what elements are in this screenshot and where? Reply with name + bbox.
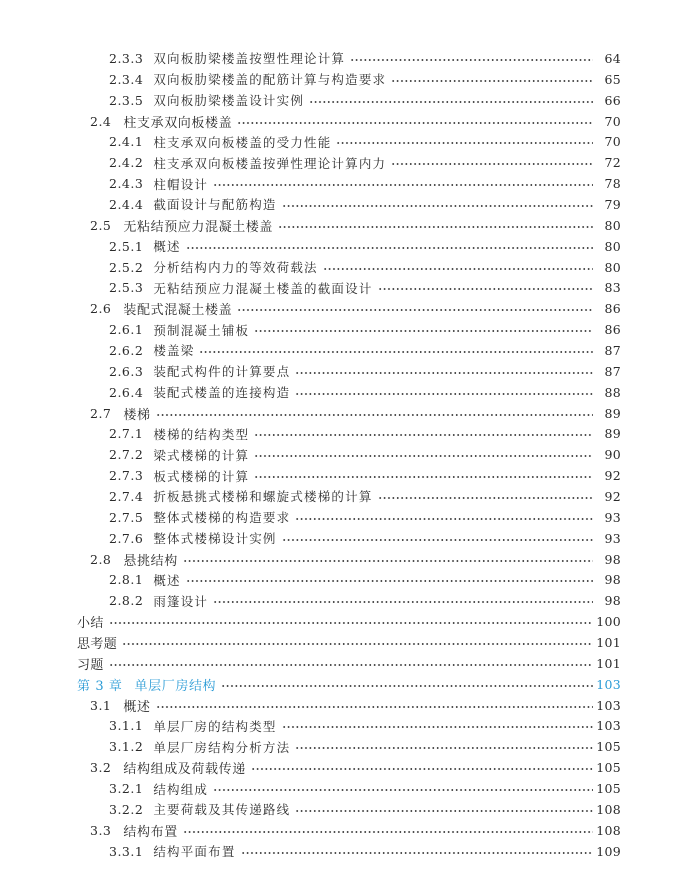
toc-entry-number: 2.8.1 <box>109 572 144 588</box>
dot-leader <box>295 747 593 749</box>
dot-leader <box>309 101 593 103</box>
dot-leader <box>254 455 593 457</box>
toc-entry-title: 整体式楼梯设计实例 <box>153 531 277 547</box>
dot-leader <box>378 288 593 290</box>
toc-entry-title: 思考题 <box>77 636 118 652</box>
toc-entry-page: 103 <box>596 676 621 692</box>
dot-leader <box>295 372 593 374</box>
toc-entry[interactable] <box>0 590 695 611</box>
toc-entry-page: 64 <box>604 50 621 66</box>
toc-entry[interactable] <box>0 152 695 173</box>
toc-entry-number: 2.4 <box>90 113 112 129</box>
toc-entry-page: 89 <box>604 405 621 421</box>
toc-entry-number: 2.3.4 <box>109 71 144 87</box>
toc-entry-title: 装配式混凝土楼盖 <box>123 303 233 319</box>
toc-entry-title: 单层厂房的结构类型 <box>153 718 277 734</box>
toc-entry-number: 2.4.3 <box>109 176 144 192</box>
toc-entry[interactable] <box>0 444 695 465</box>
toc-entry-page: 98 <box>604 572 621 588</box>
toc-entry-page: 86 <box>604 322 621 338</box>
toc-entry-title: 楼盖梁 <box>153 343 195 359</box>
toc-entry-title: 主要荷载及其传递路线 <box>153 802 291 818</box>
toc-entry-number: 2.6.4 <box>109 384 144 400</box>
toc-entry-number: 2.7.5 <box>109 509 144 525</box>
toc-entry-title: 小结 <box>77 616 104 632</box>
toc-entry-title: 截面设计与配筋构造 <box>153 197 277 213</box>
toc-entry-number: 3.3 <box>90 822 112 838</box>
toc-entry-title: 预制混凝土铺板 <box>153 322 250 338</box>
toc-entry-page: 103 <box>596 718 621 734</box>
toc-entry-title: 概述 <box>153 572 181 588</box>
dot-leader <box>323 268 593 270</box>
dot-leader <box>199 351 593 353</box>
toc-entry-page: 72 <box>604 155 621 171</box>
toc-entry-number: 2.6.2 <box>109 342 144 358</box>
toc-entry[interactable] <box>0 486 695 507</box>
toc-entry-title: 板式楼梯的计算 <box>153 468 250 484</box>
toc-entry-page: 80 <box>604 259 621 275</box>
toc-entry-number: 2.4.4 <box>109 196 144 212</box>
toc-entry-number: 3.2.1 <box>109 781 144 796</box>
dot-leader <box>186 580 593 582</box>
dot-leader <box>278 226 593 228</box>
toc-entry-title: 分析结构内力的等效荷载法 <box>153 260 318 276</box>
toc-entry-number: 2.8 <box>90 551 112 567</box>
toc-entry-page: 109 <box>596 843 621 859</box>
table-of-contents <box>0 48 695 862</box>
toc-entry-title: 装配式楼盖的连接构造 <box>153 385 291 401</box>
toc-entry-page: 65 <box>604 71 621 87</box>
toc-entry-page: 70 <box>604 134 621 150</box>
dot-leader <box>295 518 593 520</box>
toc-entry[interactable] <box>0 465 695 486</box>
toc-entry-number: 2.3.5 <box>109 92 144 108</box>
dot-leader <box>378 497 593 499</box>
toc-entry[interactable] <box>0 528 695 549</box>
dot-leader <box>282 726 593 728</box>
toc-entry-page: 87 <box>604 342 621 358</box>
toc-entry[interactable] <box>0 799 695 820</box>
toc-entry-title: 梁式楼梯的计算 <box>153 447 250 463</box>
dot-leader <box>183 560 593 562</box>
dot-leader <box>282 205 593 207</box>
toc-entry-page: 105 <box>596 760 621 776</box>
dot-leader <box>350 59 593 61</box>
toc-entry[interactable] <box>0 403 695 424</box>
toc-entry-number: 3.2 <box>90 760 112 776</box>
toc-entry-page: 101 <box>596 655 621 671</box>
toc-entry-title: 柱支承双向板楼盖 <box>123 115 233 131</box>
toc-entry-title: 柱帽设计 <box>153 176 209 192</box>
dot-leader <box>156 706 593 708</box>
toc-entry-page: 92 <box>604 468 621 484</box>
toc-entry-page: 101 <box>596 634 621 650</box>
toc-entry[interactable] <box>0 611 695 632</box>
toc-entry-title: 楼梯的结构类型 <box>153 426 250 442</box>
toc-entry[interactable] <box>0 90 695 111</box>
toc-entry[interactable] <box>0 257 695 278</box>
toc-entry-title: 悬挑结构 <box>123 553 178 569</box>
dot-leader <box>254 434 593 436</box>
toc-entry-title: 装配式构件的计算要点 <box>153 364 291 380</box>
toc-entry[interactable] <box>0 236 695 257</box>
dot-leader <box>156 414 593 416</box>
dot-leader <box>391 80 593 82</box>
toc-entry-number: 2.7.2 <box>109 447 144 463</box>
toc-entry-page: 66 <box>604 92 621 108</box>
toc-entry[interactable] <box>0 48 695 69</box>
toc-entry[interactable] <box>0 69 695 90</box>
toc-entry-title: 结构组成 <box>153 781 209 797</box>
toc-entry[interactable] <box>0 361 695 382</box>
toc-entry-page: 80 <box>604 238 621 254</box>
toc-entry[interactable] <box>0 319 695 340</box>
toc-entry[interactable] <box>0 757 695 778</box>
dot-leader <box>237 122 593 124</box>
toc-entry-title: 概述 <box>153 239 181 255</box>
toc-entry-title: 习题 <box>77 657 104 673</box>
dot-leader <box>282 539 593 541</box>
toc-entry-number: 2.6.3 <box>109 363 144 379</box>
toc-entry-number: 2.7 <box>90 405 112 421</box>
toc-entry-number: 2.7.3 <box>109 468 144 484</box>
toc-entry-number: 2.6.1 <box>109 322 144 338</box>
toc-entry[interactable] <box>0 382 695 403</box>
toc-entry-title: 折板悬挑式楼梯和螺旋式楼梯的计算 <box>153 489 373 505</box>
toc-entry-page: 105 <box>596 739 621 755</box>
toc-entry-number: 2.8.2 <box>109 593 144 609</box>
dot-leader <box>254 476 593 478</box>
toc-entry-number: 2.5.3 <box>109 280 144 296</box>
toc-entry-number: 2.5.2 <box>109 259 144 275</box>
toc-entry-number: 2.5 <box>90 217 112 233</box>
toc-entry[interactable] <box>0 653 695 674</box>
dot-leader <box>254 330 593 332</box>
toc-entry-number: 2.5.1 <box>109 238 144 254</box>
toc-entry[interactable] <box>0 173 695 194</box>
toc-entry-page: 108 <box>596 801 621 817</box>
toc-entry[interactable] <box>0 340 695 361</box>
toc-entry-page: 86 <box>604 301 621 317</box>
toc-entry-number: 2.3.3 <box>109 50 144 66</box>
toc-entry-number: 2.4.2 <box>109 155 144 171</box>
toc-entry-number: 2.6 <box>90 301 112 317</box>
dot-leader <box>183 831 593 833</box>
dot-leader <box>213 789 593 791</box>
toc-entry-title: 结构平面布置 <box>153 844 236 860</box>
toc-entry-number: 2.7.1 <box>109 426 144 442</box>
dot-leader <box>186 247 593 249</box>
toc-entry-title: 结构布置 <box>123 824 178 840</box>
toc-entry-number: 3.2.2 <box>109 801 144 817</box>
toc-entry[interactable] <box>0 716 695 737</box>
toc-entry[interactable] <box>0 131 695 152</box>
toc-entry-title: 概述 <box>123 699 151 715</box>
toc-entry[interactable] <box>0 632 695 653</box>
toc-entry-page: 87 <box>604 363 621 379</box>
toc-entry-page: 100 <box>596 614 621 630</box>
dot-leader <box>336 142 593 144</box>
toc-entry[interactable] <box>0 778 695 799</box>
toc-entry-page: 80 <box>604 217 621 233</box>
toc-entry-number: 2.7.6 <box>109 530 144 546</box>
toc-entry-title: 结构组成及荷载传递 <box>123 762 246 778</box>
toc-entry[interactable] <box>0 736 695 757</box>
toc-entry[interactable] <box>0 841 695 862</box>
toc-entry-number: 3.3.1 <box>109 843 144 859</box>
dot-leader <box>237 309 593 311</box>
toc-entry-page: 93 <box>604 509 621 525</box>
toc-entry-title: 无粘结预应力混凝土楼盖 <box>123 219 273 235</box>
toc-entry[interactable] <box>0 423 695 444</box>
toc-entry-page: 79 <box>604 196 621 212</box>
toc-entry[interactable] <box>0 820 695 841</box>
toc-entry-page: 93 <box>604 530 621 546</box>
dot-leader <box>241 852 593 854</box>
toc-entry-title: 整体式楼梯的构造要求 <box>153 510 291 526</box>
toc-entry-page: 98 <box>604 551 621 567</box>
toc-entry-number: 3.1.2 <box>109 739 144 755</box>
toc-entry-title: 双向板肋梁楼盖设计实例 <box>153 93 305 109</box>
toc-entry-number: 3.1.1 <box>109 718 144 734</box>
toc-entry-page: 90 <box>604 447 621 463</box>
dot-leader <box>221 685 593 687</box>
toc-entry-title: 柱支承双向板楼盖按弹性理论计算内力 <box>153 155 387 171</box>
toc-entry[interactable] <box>0 695 695 716</box>
toc-entry-page: 98 <box>604 593 621 609</box>
dot-leader <box>251 768 593 770</box>
toc-entry-number: 2.4.1 <box>109 134 144 150</box>
toc-entry-title: 柱支承双向板楼盖的受力性能 <box>153 134 332 150</box>
toc-entry-title: 无粘结预应力混凝土楼盖的截面设计 <box>153 280 373 296</box>
toc-entry-page: 83 <box>604 280 621 296</box>
toc-entry-number: 3.1 <box>90 697 112 713</box>
dot-leader <box>122 643 593 645</box>
dot-leader <box>295 393 593 395</box>
toc-entry-page: 78 <box>604 176 621 192</box>
toc-entry-page: 89 <box>604 426 621 442</box>
toc-entry-page: 70 <box>604 113 621 129</box>
toc-entry-title: 楼梯 <box>123 407 151 423</box>
toc-entry-number: 2.7.4 <box>109 488 144 504</box>
dot-leader <box>391 163 593 165</box>
toc-entry[interactable] <box>0 194 695 215</box>
toc-entry[interactable] <box>0 674 695 695</box>
dot-leader <box>109 622 593 624</box>
toc-entry[interactable] <box>0 569 695 590</box>
toc-entry-page: 108 <box>596 822 621 838</box>
dot-leader <box>109 664 593 666</box>
toc-entry-page: 103 <box>596 697 621 713</box>
toc-entry-page: 92 <box>604 488 621 504</box>
dot-leader <box>295 810 593 812</box>
toc-entry-title: 单层厂房结构 <box>134 678 217 694</box>
toc-entry-page: 88 <box>604 384 621 400</box>
toc-entry[interactable] <box>0 215 695 236</box>
toc-entry-title: 双向板肋梁楼盖的配筋计算与构造要求 <box>153 72 387 88</box>
toc-entry-title: 雨篷设计 <box>153 593 209 609</box>
toc-entry-number: 第 3 章 <box>77 678 123 694</box>
toc-entry-title: 单层厂房结构分析方法 <box>153 739 291 755</box>
toc-entry[interactable] <box>0 549 695 570</box>
dot-leader <box>213 184 593 186</box>
toc-entry[interactable] <box>0 298 695 319</box>
toc-entry[interactable] <box>0 277 695 298</box>
toc-entry[interactable] <box>0 507 695 528</box>
toc-entry[interactable] <box>0 111 695 132</box>
toc-entry-title: 双向板肋梁楼盖按塑性理论计算 <box>153 51 346 67</box>
toc-entry-page: 105 <box>596 781 621 796</box>
dot-leader <box>213 601 593 603</box>
